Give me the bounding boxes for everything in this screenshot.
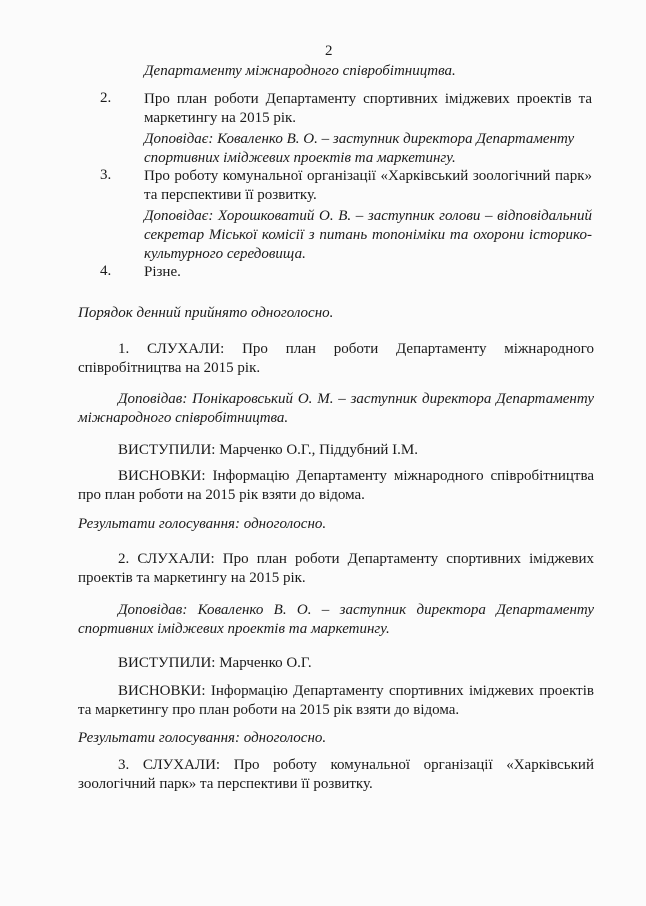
heard-text: 1. СЛУХАЛИ: Про план роботи Департаменту міжнародного: [118, 341, 594, 357]
agenda-speaker: Доповідає: Коваленко В. О. – заступник директора Департаменту: [144, 131, 575, 147]
conclusion-section-2: [78, 682, 594, 720]
conclusion-section-1: [78, 467, 594, 505]
heard-section-2: [78, 550, 594, 588]
agenda-speaker: спортивних іміджевих проектів та маркетингу.: [144, 150, 456, 166]
continuation-text: Департаменту міжнародного співробітництва.: [144, 63, 456, 79]
agenda-adopted: Порядок денний прийнято одноголосно.: [78, 305, 334, 321]
conclusion-text: ВИСНОВКИ: Інформацію Департаменту міжнародного співробітництва: [118, 468, 594, 484]
page-number: 2: [325, 43, 333, 59]
conclusion-text: та маркетингу про план роботи на 2015 рік взяти до відома.: [78, 702, 460, 718]
agenda-speaker: культурного середовища.: [144, 246, 306, 262]
conclusion-text: про план роботи на 2015 рік взяти до відома.: [78, 487, 365, 503]
speaker-text: Доповідав: Понікаровський О. М. – заступник директора Департаменту: [118, 391, 594, 407]
agenda-speaker: Доповідає: Хорошковатий О. В. – заступник голови – відповідальний: [144, 208, 592, 224]
agenda-title: Про план роботи Департаменту спортивних іміджевих проектів та: [144, 91, 592, 107]
speaker-text: спортивних іміджевих проектів та маркетингу.: [78, 621, 390, 637]
heard-text: співробітництва на 2015 рік.: [78, 360, 261, 376]
agenda-item-2: [144, 90, 592, 168]
spoke-section-1: ВИСТУПИЛИ: Марченко О.Г., Піддубний І.М.: [118, 442, 419, 458]
heard-section-3: [78, 756, 594, 794]
vote-section-2: Результати голосування: одноголосно.: [78, 730, 327, 746]
heard-text: зоологічний парк» та перспективи її розвитку.: [78, 776, 373, 792]
heard-text: 2. СЛУХАЛИ: Про план роботи Департаменту спортивних іміджевих: [118, 551, 594, 567]
spoke-section-2: ВИСТУПИЛИ: Марченко О.Г.: [118, 655, 312, 671]
agenda-item-number: 2.: [100, 90, 112, 106]
agenda-title: Про роботу комунальної організації «Харківський зоологічний парк»: [144, 168, 592, 184]
agenda-item-3: [144, 167, 592, 264]
agenda-item-4: Різне.: [144, 264, 181, 280]
heard-text: 3. СЛУХАЛИ: Про роботу комунальної організації «Харківський: [118, 757, 594, 773]
agenda-item-number: 4.: [100, 263, 112, 279]
speaker-section-1: [78, 390, 594, 428]
heard-section-1: [78, 340, 594, 378]
agenda-item-number: 3.: [100, 167, 112, 183]
agenda-title: та перспективи її розвитку.: [144, 187, 317, 203]
speaker-text: міжнародного співробітництва.: [78, 410, 289, 426]
speaker-section-2: [78, 601, 594, 639]
vote-section-1: Результати голосування: одноголосно.: [78, 516, 327, 532]
speaker-text: Доповідав: Коваленко В. О. – заступник директора Департаменту: [118, 602, 594, 618]
agenda-speaker: секретар Міської комісії з питань топоніміки та охорони історико-: [144, 227, 592, 243]
heard-text: проектів та маркетингу на 2015 рік.: [78, 570, 306, 586]
agenda-title: маркетингу на 2015 рік.: [144, 110, 297, 126]
conclusion-text: ВИСНОВКИ: Інформацію Департаменту спортивних іміджевих проектів: [118, 683, 594, 699]
